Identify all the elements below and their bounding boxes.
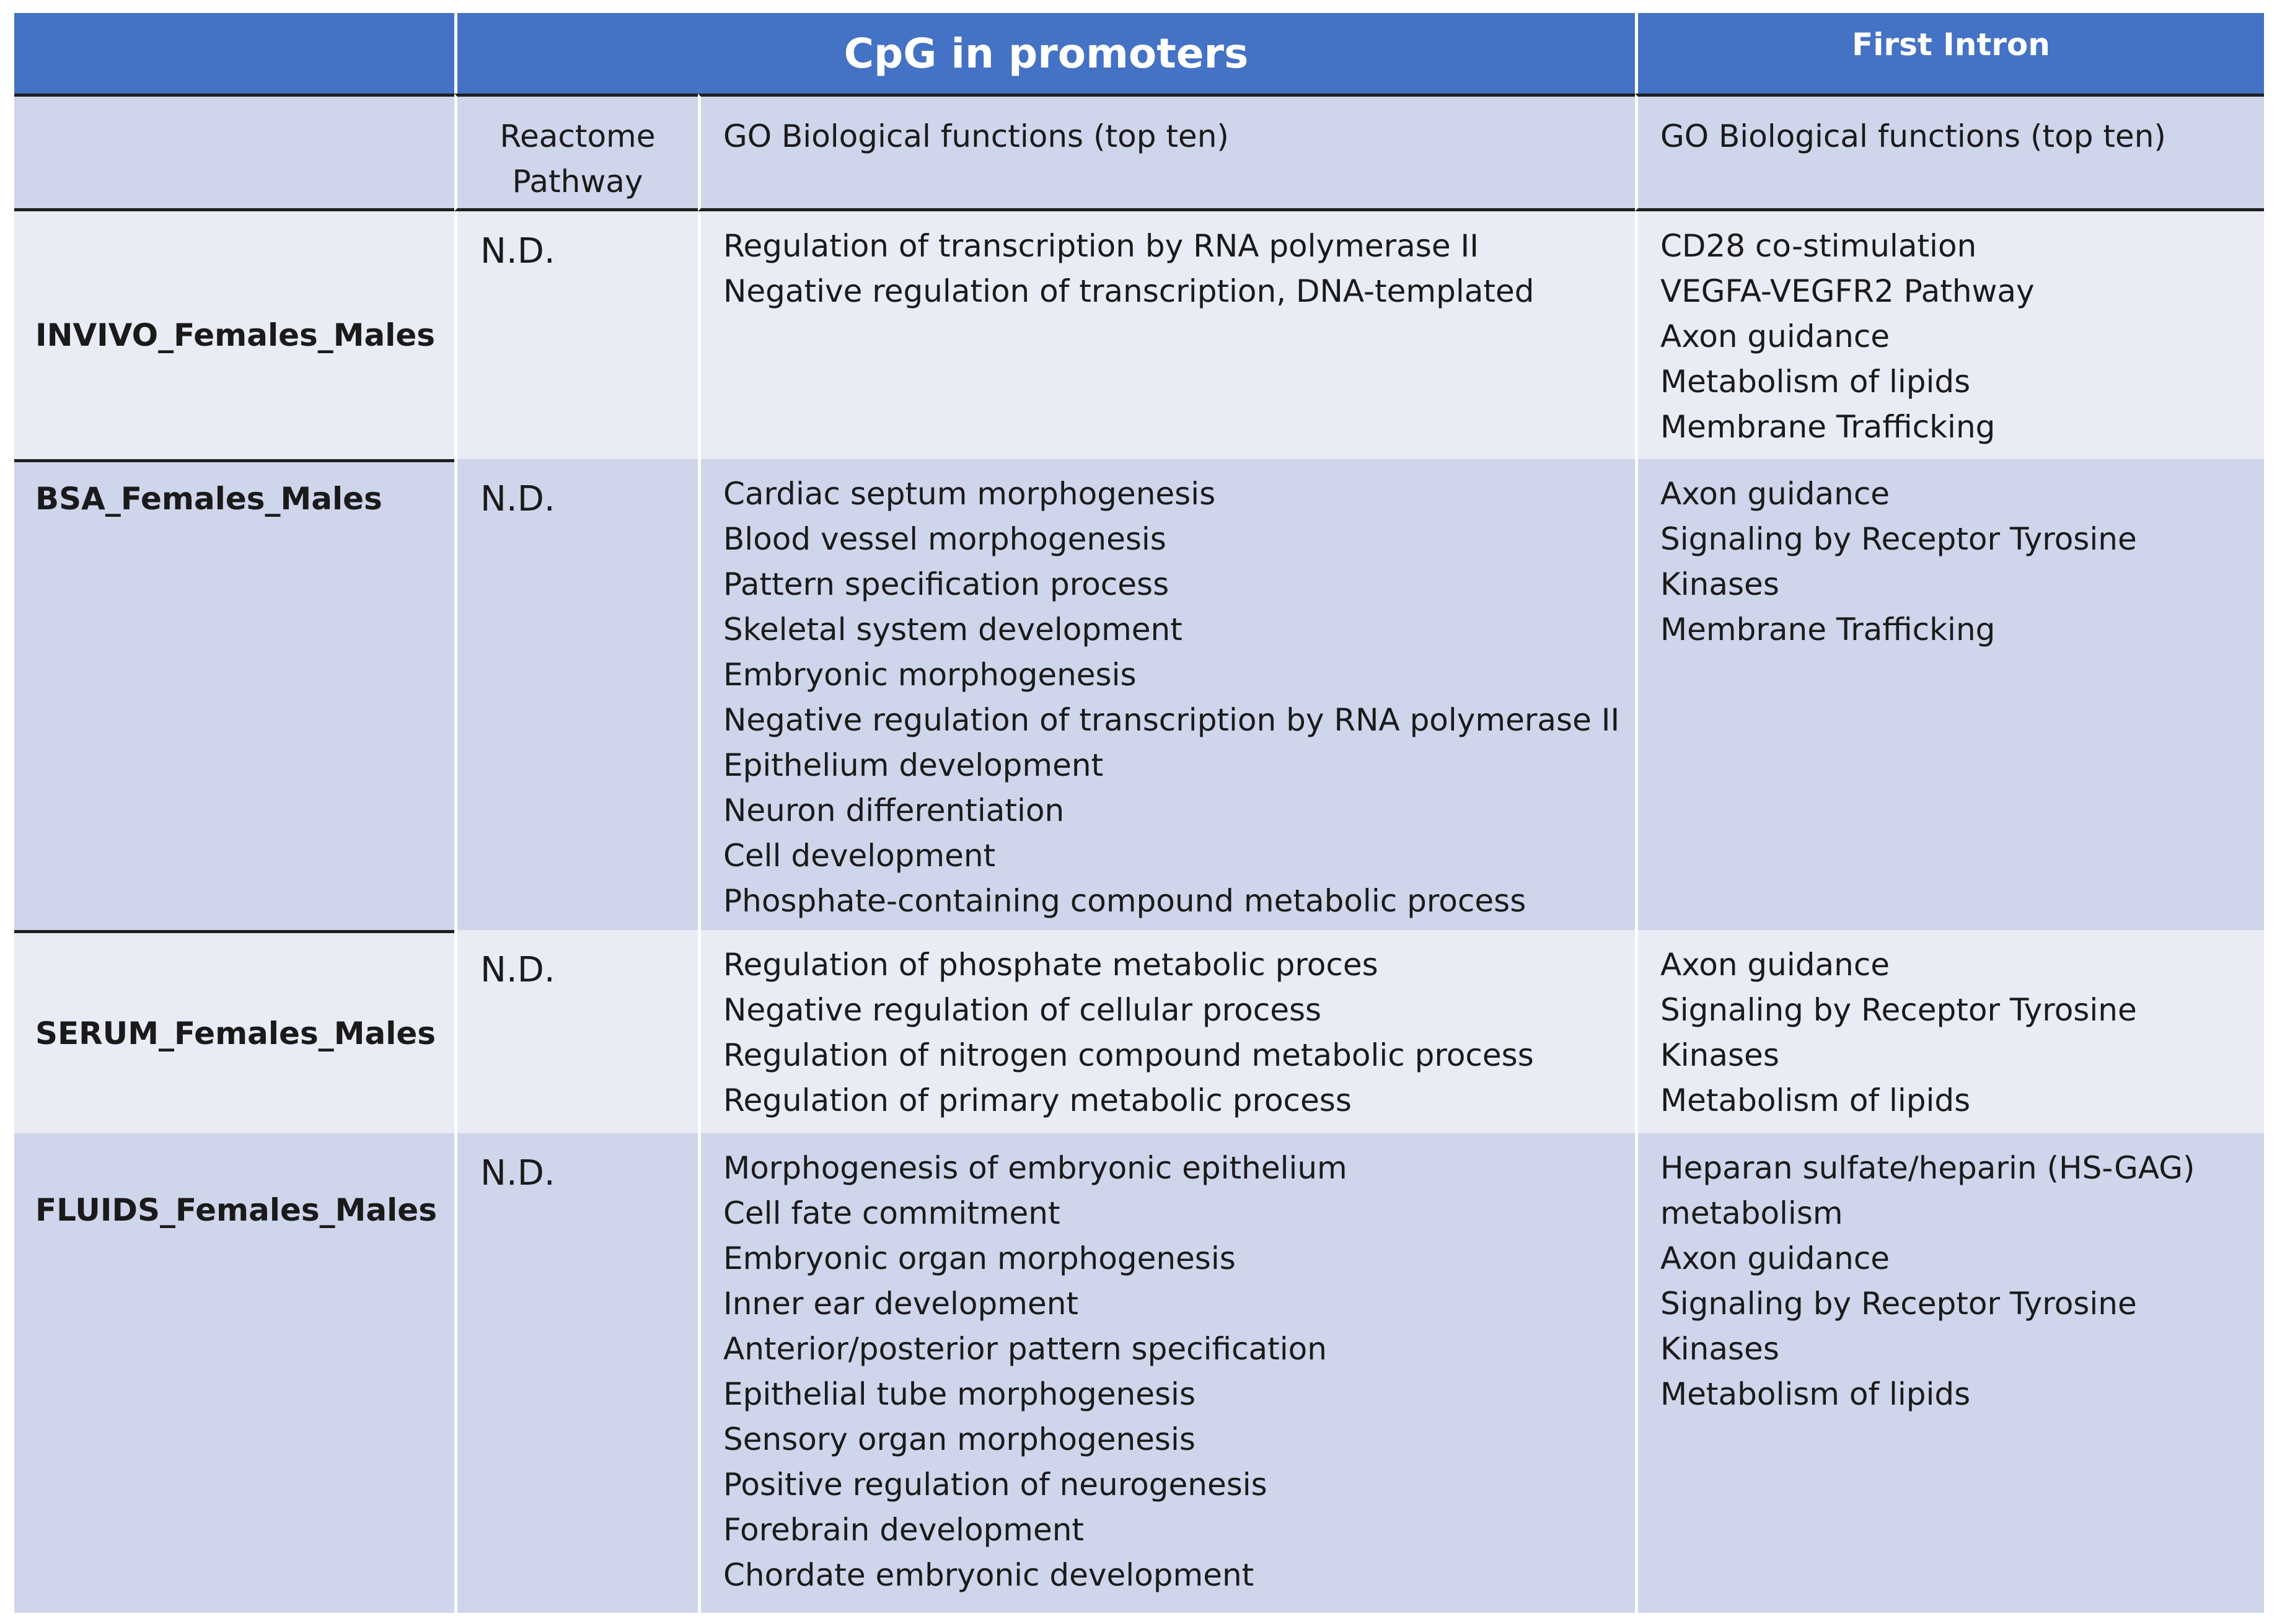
row-label-invivo: INVIVO_Females_Males [14, 211, 454, 459]
reactome-bsa: N.D. [454, 459, 698, 930]
intron-term: Heparan sulfate/heparin (HS-GAG) metabolism [1660, 1150, 2195, 1231]
go-term: Cardiac septum morphogenesis [723, 476, 1216, 512]
intron-term: Signaling by Receptor Tyrosine Kinases [1660, 1286, 2137, 1367]
intron-fluids [1635, 1133, 2264, 1613]
go-cpg-fluids [698, 1133, 1635, 1613]
go-term: Negative regulation of cellular process [723, 992, 1322, 1028]
reactome-invivo: N.D. [454, 211, 698, 459]
intron-term: Signaling by Receptor Tyrosine Kinases [1660, 992, 2137, 1073]
go-term: Phosphate-containing compound metabolic process [723, 883, 1526, 919]
go-term: Morphogenesis of embryonic epithelium [723, 1150, 1347, 1186]
go-term: Chordate embryonic development [723, 1557, 1254, 1593]
subheader-go-intron: GO Biological functions (top ten) [1635, 94, 2264, 211]
go-term: Blood vessel morphogenesis [723, 521, 1166, 557]
go-term: Cell fate commitment [723, 1195, 1060, 1231]
go-cpg-bsa [698, 459, 1635, 930]
intron-term: Axon guidance [1660, 476, 1890, 512]
go-term: Negative regulation of transcription, DNA-templated [723, 273, 1535, 309]
go-term: Epithelium development [723, 747, 1104, 783]
go-term: Skeletal system development [723, 612, 1183, 647]
intron-term: Axon guidance [1660, 947, 1890, 983]
intron-bsa [1635, 459, 2264, 930]
go-term: Regulation of phosphate metabolic proces [723, 947, 1378, 983]
intron-term: VEGFA-VEGFR2 Pathway [1660, 273, 2035, 309]
go-term: Neuron differentiation [723, 792, 1065, 828]
header-cpg-promoters: CpG in promoters [454, 13, 1635, 94]
go-term: Regulation of nitrogen compound metabolic process [723, 1037, 1534, 1073]
enrichment-table [14, 13, 2264, 1613]
intron-term: Membrane Trafficking [1660, 612, 1996, 647]
go-term: Inner ear development [723, 1286, 1079, 1322]
go-cpg-invivo [698, 211, 1635, 459]
go-term: Positive regulation of neurogenesis [723, 1467, 1267, 1503]
go-term: Negative regulation of transcription by RNA polymerase II [723, 702, 1620, 738]
intron-invivo [1635, 211, 2264, 459]
intron-term: Axon guidance [1660, 1240, 1890, 1276]
go-cpg-serum [698, 930, 1635, 1133]
go-term: Embryonic organ morphogenesis [723, 1240, 1236, 1276]
header-corner [14, 13, 454, 94]
row-label-fluids: FLUIDS_Females_Males [14, 1133, 454, 1613]
go-term: Regulation of primary metabolic process [723, 1082, 1352, 1118]
intron-serum [1635, 930, 2264, 1133]
intron-term: CD28 co-stimulation [1660, 228, 1977, 264]
subheader-reactome: Reactome Pathway [454, 94, 698, 211]
go-term: Regulation of transcription by RNA polymerase II [723, 228, 1479, 264]
intron-term: Metabolism of lipids [1660, 1376, 1971, 1412]
intron-term: Metabolism of lipids [1660, 364, 1971, 400]
go-term: Embryonic morphogenesis [723, 657, 1137, 693]
subheader-go-cpg: GO Biological functions (top ten) [698, 94, 1635, 211]
reactome-serum: N.D. [454, 930, 698, 1133]
intron-term: Membrane Trafficking [1660, 409, 1996, 445]
go-term: Sensory organ morphogenesis [723, 1421, 1196, 1457]
header-first-intron: First Intron [1635, 13, 2264, 94]
intron-term: Metabolism of lipids [1660, 1082, 1971, 1118]
reactome-fluids: N.D. [454, 1133, 698, 1613]
go-term: Pattern specification process [723, 566, 1169, 602]
intron-term: Axon guidance [1660, 318, 1890, 354]
go-term: Anterior/posterior pattern specification [723, 1331, 1327, 1367]
intron-term: Signaling by Receptor Tyrosine Kinases [1660, 521, 2137, 602]
subheader-corner [14, 94, 454, 211]
go-term: Epithelial tube morphogenesis [723, 1376, 1196, 1412]
row-label-bsa: BSA_Females_Males [14, 459, 454, 930]
row-label-serum: SERUM_Females_Males [14, 930, 454, 1133]
go-term: Forebrain development [723, 1512, 1085, 1548]
go-term: Cell development [723, 838, 996, 874]
